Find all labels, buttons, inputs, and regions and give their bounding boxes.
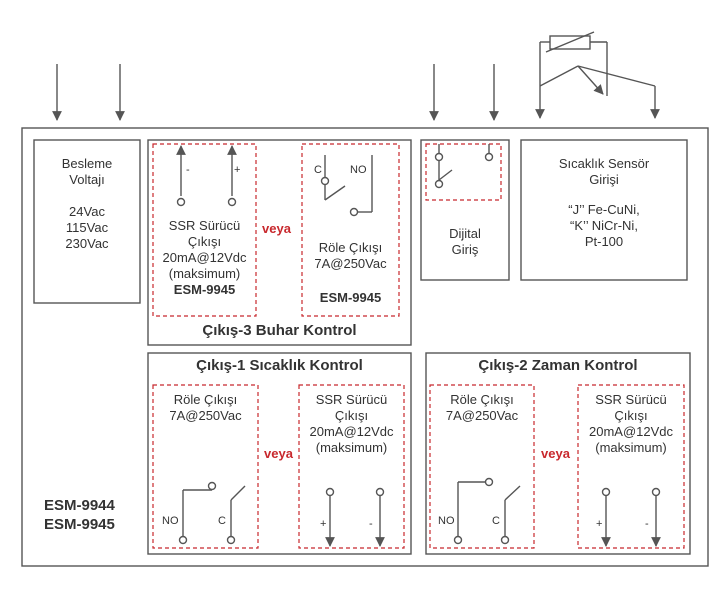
o3-ssr-label: SSR Sürücü Çıkışı 20mA@12Vdc (maksimum) ESM-9945 (153, 218, 256, 298)
model-2: ESM-9945 (44, 516, 115, 533)
o2-relay-no: NO (438, 515, 455, 527)
o2-title: Çıkış-2 Zaman Kontrol (478, 357, 638, 374)
digital-input-box (421, 140, 509, 280)
o3-relay-label: Röle Çıkışı 7A@250Vac ESM-9945 (302, 240, 399, 306)
terminal-o3-ssr-plus (229, 199, 236, 206)
o3-ssr-plus: + (234, 164, 241, 176)
o2-ssr-label: SSR Sürücü Çıkışı 20mA@12Vdc (maksimum) (588, 392, 674, 455)
o2-ssr-plus: + (596, 518, 603, 530)
terminal-o3-relay-no (351, 209, 358, 216)
terminal-o2-relay-no (455, 537, 462, 544)
o2-veya: veya (541, 446, 570, 461)
o1-relay-c: C (218, 515, 226, 527)
o1-relay-no: NO (162, 515, 179, 527)
power-label (34, 156, 140, 252)
model-list (44, 496, 115, 534)
power-v1: 24Vac (69, 204, 105, 219)
o1-veya: veya (264, 446, 293, 461)
power-v3: 230Vac (65, 236, 109, 251)
digital-label: Dijital Giriş (449, 226, 481, 257)
terminal-o1-relay-c (228, 537, 235, 544)
sensor-connection-symbol (540, 32, 655, 118)
o1-ssr-plus: + (320, 518, 327, 530)
terminal-o1-relay-no (180, 537, 187, 544)
o3-ssr-minus: - (186, 164, 190, 176)
o3-relay-c: C (314, 164, 322, 176)
o2-relay-c: C (492, 515, 500, 527)
o3-veya: veya (262, 221, 291, 236)
sensor-label: Sıcaklık Sensör Girişi “J’’ Fe-CuNi, “K’’ NiCr-Ni, Pt-100 (558, 156, 650, 249)
power-line2: Voltajı (69, 172, 105, 187)
terminal-o3-ssr-minus (178, 199, 185, 206)
o3-title: Çıkış-3 Buhar Kontrol (202, 322, 357, 339)
o3-relay-no: NO (350, 164, 367, 176)
o3-relay-model: ESM-9945 (319, 290, 382, 305)
o1-ssr-label: SSR Sürücü Çıkışı 20mA@12Vdc (maksimum) (309, 392, 394, 455)
o1-title: Çıkış-1 Sıcaklık Kontrol (196, 357, 363, 374)
power-v2: 115Vac (65, 220, 109, 235)
terminal-o3-relay-c (322, 178, 329, 185)
power-line1: Besleme (61, 156, 113, 171)
digital-dashed-box (426, 144, 501, 200)
o1-ssr-minus: - (369, 518, 373, 530)
o3-ssr-model: ESM-9945 (173, 282, 236, 297)
o2-ssr-minus: - (645, 518, 649, 530)
o2-relay-label: Röle Çıkışı 7A@250Vac (445, 392, 519, 423)
model-1: ESM-9944 (44, 497, 115, 514)
o1-relay-label: Röle Çıkışı 7A@250Vac (169, 392, 242, 423)
terminal-o2-relay-c (502, 537, 509, 544)
